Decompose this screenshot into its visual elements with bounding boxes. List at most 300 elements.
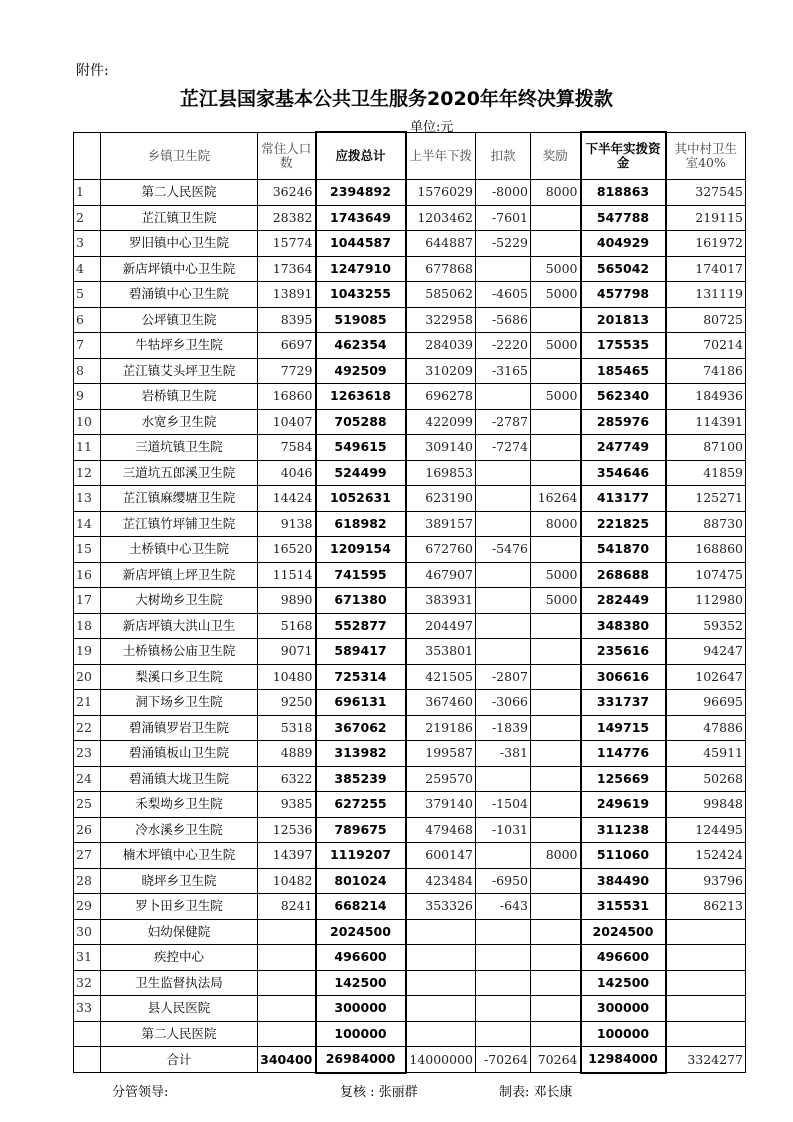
cell-second-half: 562340 [581, 384, 666, 410]
table-row [74, 205, 746, 231]
totals-row [74, 1047, 746, 1073]
cell-total: 552877 [316, 613, 406, 639]
cell-total: 1043255 [316, 282, 406, 308]
cell-population: 8395 [258, 307, 316, 333]
cell-population [258, 996, 316, 1022]
cell-name: 楠木坪镇中心卫生院 [101, 843, 258, 869]
table-row [74, 664, 746, 690]
cell-name: 新店坪镇大洪山卫生 [101, 613, 258, 639]
cell-village: 74186 [666, 358, 746, 384]
cell-name: 梨溪口乡卫生院 [101, 664, 258, 690]
cell-total: 385239 [316, 766, 406, 792]
cell-deduction [476, 460, 531, 486]
cell-no: 30 [74, 919, 101, 945]
cell-population: 16520 [258, 537, 316, 563]
cell-village: 94247 [666, 639, 746, 665]
cell-first-half: 677868 [406, 256, 476, 282]
totals-deduction: -70264 [476, 1047, 531, 1073]
cell-second-half: 404929 [581, 231, 666, 257]
cell-deduction: -2787 [476, 409, 531, 435]
cell-total: 367062 [316, 715, 406, 741]
cell-reward [531, 792, 581, 818]
cell-name: 碧涌镇罗岩卫生院 [101, 715, 258, 741]
table-row [74, 741, 746, 767]
table-row [74, 792, 746, 818]
table-row [74, 868, 746, 894]
cell-no: 10 [74, 409, 101, 435]
cell-deduction [476, 486, 531, 512]
cell-deduction: -7601 [476, 205, 531, 231]
table-row [74, 1021, 746, 1047]
cell-deduction: -1839 [476, 715, 531, 741]
cell-reward [531, 613, 581, 639]
cell-first-half [406, 996, 476, 1022]
cell-deduction: -5476 [476, 537, 531, 563]
cell-reward: 5000 [531, 562, 581, 588]
cell-total: 1209154 [316, 537, 406, 563]
cell-name: 晓坪乡卫生院 [101, 868, 258, 894]
cell-no: 12 [74, 460, 101, 486]
table-row [74, 843, 746, 869]
cell-no: 9 [74, 384, 101, 410]
cell-first-half [406, 919, 476, 945]
cell-total: 549615 [316, 435, 406, 461]
cell-name: 芷江镇艾头坪卫生院 [101, 358, 258, 384]
cell-second-half: 249619 [581, 792, 666, 818]
table-row [74, 435, 746, 461]
table-row [74, 970, 746, 996]
cell-village: 161972 [666, 231, 746, 257]
cell-village: 86213 [666, 894, 746, 920]
cell-reward [531, 817, 581, 843]
cell-second-half: 268688 [581, 562, 666, 588]
cell-reward [531, 307, 581, 333]
cell-reward [531, 664, 581, 690]
cell-second-half: 565042 [581, 256, 666, 282]
cell-deduction [476, 588, 531, 614]
cell-deduction: -5229 [476, 231, 531, 257]
cell-population: 13891 [258, 282, 316, 308]
table-row [74, 690, 746, 716]
cell-reward: 5000 [531, 588, 581, 614]
cell-name: 洞下场乡卫生院 [101, 690, 258, 716]
cell-population: 9138 [258, 511, 316, 537]
cell-reward [531, 945, 581, 971]
header-no [74, 132, 101, 180]
cell-reward: 5000 [531, 256, 581, 282]
cell-village [666, 919, 746, 945]
attachment-label: 附件: [76, 63, 109, 79]
cell-second-half: 142500 [581, 970, 666, 996]
cell-second-half: 354646 [581, 460, 666, 486]
cell-village: 168860 [666, 537, 746, 563]
cell-deduction [476, 919, 531, 945]
cell-village: 99848 [666, 792, 746, 818]
table-row [74, 358, 746, 384]
cell-no: 26 [74, 817, 101, 843]
cell-second-half: 300000 [581, 996, 666, 1022]
cell-first-half: 600147 [406, 843, 476, 869]
unit-label: 单位:元 [410, 120, 454, 135]
cell-first-half: 389157 [406, 511, 476, 537]
cell-first-half [406, 1021, 476, 1047]
cell-reward [531, 358, 581, 384]
table-row [74, 945, 746, 971]
cell-first-half: 367460 [406, 690, 476, 716]
cell-no: 6 [74, 307, 101, 333]
cell-total: 589417 [316, 639, 406, 665]
header-second-half: 下半年实拨资金 [581, 132, 666, 180]
cell-name: 第二人民医院 [101, 180, 258, 206]
cell-reward [531, 205, 581, 231]
cell-no: 11 [74, 435, 101, 461]
cell-population: 16860 [258, 384, 316, 410]
cell-second-half: 185465 [581, 358, 666, 384]
cell-reward [531, 1021, 581, 1047]
cell-population: 17364 [258, 256, 316, 282]
table-row [74, 231, 746, 257]
cell-no: 8 [74, 358, 101, 384]
cell-deduction [476, 613, 531, 639]
table-row [74, 715, 746, 741]
totals-second-half: 12984000 [581, 1047, 666, 1073]
cell-deduction: -2807 [476, 664, 531, 690]
cell-village: 80725 [666, 307, 746, 333]
totals-label: 合计 [101, 1047, 258, 1073]
cell-population: 8241 [258, 894, 316, 920]
cell-population: 6697 [258, 333, 316, 359]
cell-first-half: 1576029 [406, 180, 476, 206]
cell-second-half: 282449 [581, 588, 666, 614]
cell-deduction: -3066 [476, 690, 531, 716]
cell-second-half: 496600 [581, 945, 666, 971]
cell-no: 17 [74, 588, 101, 614]
cell-no: 5 [74, 282, 101, 308]
header-first-half: 上半年下拨 [406, 132, 476, 180]
cell-name: 县人民医院 [101, 996, 258, 1022]
cell-name: 岩桥镇卫生院 [101, 384, 258, 410]
header-row [74, 132, 746, 180]
cell-village: 70214 [666, 333, 746, 359]
cell-population: 10480 [258, 664, 316, 690]
cell-no: 16 [74, 562, 101, 588]
cell-second-half: 547788 [581, 205, 666, 231]
cell-first-half [406, 945, 476, 971]
cell-population [258, 970, 316, 996]
cell-village: 59352 [666, 613, 746, 639]
cell-total: 2024500 [316, 919, 406, 945]
cell-second-half: 541870 [581, 537, 666, 563]
cell-first-half: 422099 [406, 409, 476, 435]
cell-population: 7729 [258, 358, 316, 384]
cell-first-half: 467907 [406, 562, 476, 588]
cell-first-half: 322958 [406, 307, 476, 333]
cell-second-half: 413177 [581, 486, 666, 512]
cell-second-half: 175535 [581, 333, 666, 359]
cell-first-half: 259570 [406, 766, 476, 792]
cell-no: 21 [74, 690, 101, 716]
cell-reward [531, 741, 581, 767]
prepared-label: 制表: 邓长康 [499, 1085, 573, 1100]
cell-population: 9890 [258, 588, 316, 614]
cell-first-half: 383931 [406, 588, 476, 614]
cell-name: 三道坑镇卫生院 [101, 435, 258, 461]
table-row [74, 639, 746, 665]
table-row [74, 919, 746, 945]
cell-no: 28 [74, 868, 101, 894]
cell-reward: 8000 [531, 511, 581, 537]
cell-second-half: 348380 [581, 613, 666, 639]
cell-population: 12536 [258, 817, 316, 843]
cell-total: 1263618 [316, 384, 406, 410]
cell-reward [531, 970, 581, 996]
cell-name: 妇幼保健院 [101, 919, 258, 945]
cell-reward: 5000 [531, 333, 581, 359]
totals-village: 3324277 [666, 1047, 746, 1073]
header-deduction: 扣款 [476, 132, 531, 180]
cell-population: 10482 [258, 868, 316, 894]
cell-deduction: -1504 [476, 792, 531, 818]
cell-second-half: 818863 [581, 180, 666, 206]
cell-deduction [476, 996, 531, 1022]
cell-deduction: -8000 [476, 180, 531, 206]
cell-village [666, 970, 746, 996]
cell-village: 327545 [666, 180, 746, 206]
cell-population: 36246 [258, 180, 316, 206]
cell-deduction [476, 639, 531, 665]
cell-population: 28382 [258, 205, 316, 231]
header-name: 乡镇卫生院 [101, 132, 258, 180]
table-row [74, 537, 746, 563]
cell-second-half: 285976 [581, 409, 666, 435]
cell-total: 1247910 [316, 256, 406, 282]
cell-name: 牛牯坪乡卫生院 [101, 333, 258, 359]
cell-first-half: 310209 [406, 358, 476, 384]
cell-no: 1 [74, 180, 101, 206]
cell-name: 水宽乡卫生院 [101, 409, 258, 435]
table-row [74, 384, 746, 410]
cell-second-half: 235616 [581, 639, 666, 665]
cell-population: 6322 [258, 766, 316, 792]
cell-name: 大树坳乡卫生院 [101, 588, 258, 614]
cell-reward [531, 460, 581, 486]
cell-no: 22 [74, 715, 101, 741]
cell-total: 671380 [316, 588, 406, 614]
cell-total: 725314 [316, 664, 406, 690]
cell-village [666, 996, 746, 1022]
cell-no: 33 [74, 996, 101, 1022]
cell-reward [531, 894, 581, 920]
cell-population: 4046 [258, 460, 316, 486]
cell-total: 100000 [316, 1021, 406, 1047]
table-row [74, 613, 746, 639]
table-row [74, 486, 746, 512]
cell-second-half: 247749 [581, 435, 666, 461]
cell-name: 冷水溪乡卫生院 [101, 817, 258, 843]
cell-second-half: 306616 [581, 664, 666, 690]
cell-reward [531, 868, 581, 894]
cell-first-half: 353801 [406, 639, 476, 665]
cell-village: 124495 [666, 817, 746, 843]
cell-second-half: 125669 [581, 766, 666, 792]
table-row [74, 562, 746, 588]
cell-name: 碧涌镇中心卫生院 [101, 282, 258, 308]
cell-village: 87100 [666, 435, 746, 461]
header-population: 常住人口数 [258, 132, 316, 180]
table-row [74, 307, 746, 333]
totals-total: 26984000 [316, 1047, 406, 1073]
cell-reward [531, 919, 581, 945]
cell-village: 174017 [666, 256, 746, 282]
cell-village: 219115 [666, 205, 746, 231]
cell-second-half: 511060 [581, 843, 666, 869]
cell-first-half: 199587 [406, 741, 476, 767]
table-row [74, 333, 746, 359]
table-row [74, 282, 746, 308]
cell-deduction: -5686 [476, 307, 531, 333]
cell-name: 禾梨坳乡卫生院 [101, 792, 258, 818]
cell-name: 芷江镇竹坪铺卫生院 [101, 511, 258, 537]
cell-village [666, 945, 746, 971]
cell-name: 罗旧镇中心卫生院 [101, 231, 258, 257]
cell-reward: 8000 [531, 180, 581, 206]
cell-no: 20 [74, 664, 101, 690]
cell-total: 705288 [316, 409, 406, 435]
cell-village: 93796 [666, 868, 746, 894]
cell-village: 50268 [666, 766, 746, 792]
cell-total: 741595 [316, 562, 406, 588]
cell-second-half: 457798 [581, 282, 666, 308]
cell-total: 142500 [316, 970, 406, 996]
cell-deduction: -7274 [476, 435, 531, 461]
cell-population: 11514 [258, 562, 316, 588]
cell-village [666, 1021, 746, 1047]
cell-total: 496600 [316, 945, 406, 971]
cell-name: 新店坪镇中心卫生院 [101, 256, 258, 282]
review-label: 复核 : 张丽群 [340, 1085, 418, 1100]
cell-reward [531, 409, 581, 435]
cell-village: 102647 [666, 664, 746, 690]
cell-second-half: 331737 [581, 690, 666, 716]
cell-population [258, 945, 316, 971]
cell-first-half: 623190 [406, 486, 476, 512]
cell-total: 668214 [316, 894, 406, 920]
cell-second-half: 149715 [581, 715, 666, 741]
table-row [74, 511, 746, 537]
header-village: 其中村卫生室40% [666, 132, 746, 180]
cell-deduction [476, 562, 531, 588]
cell-population: 10407 [258, 409, 316, 435]
cell-village: 47886 [666, 715, 746, 741]
cell-total: 1743649 [316, 205, 406, 231]
totals-population: 340400 [258, 1047, 316, 1073]
leader-label: 分管领导: [112, 1085, 169, 1100]
cell-population: 14397 [258, 843, 316, 869]
cell-second-half: 315531 [581, 894, 666, 920]
cell-first-half: 423484 [406, 868, 476, 894]
cell-name: 芷江镇麻缨塘卫生院 [101, 486, 258, 512]
cell-no: 24 [74, 766, 101, 792]
cell-name: 三道坑五郎溪卫生院 [101, 460, 258, 486]
cell-first-half [406, 970, 476, 996]
header-reward: 奖励 [531, 132, 581, 180]
cell-population: 5168 [258, 613, 316, 639]
cell-village: 96695 [666, 690, 746, 716]
cell-deduction: -381 [476, 741, 531, 767]
cell-no: 29 [74, 894, 101, 920]
cell-no: 23 [74, 741, 101, 767]
table-row [74, 996, 746, 1022]
cell-population: 7584 [258, 435, 316, 461]
cell-no: 19 [74, 639, 101, 665]
cell-second-half: 201813 [581, 307, 666, 333]
cell-no: 2 [74, 205, 101, 231]
cell-reward [531, 435, 581, 461]
cell-deduction [476, 843, 531, 869]
cell-name: 卫生监督执法局 [101, 970, 258, 996]
cell-village: 131119 [666, 282, 746, 308]
cell-name: 公坪镇卫生院 [101, 307, 258, 333]
cell-reward: 8000 [531, 843, 581, 869]
cell-name: 芷江镇卫生院 [101, 205, 258, 231]
cell-second-half: 384490 [581, 868, 666, 894]
cell-reward [531, 639, 581, 665]
cell-name: 碧涌镇大垅卫生院 [101, 766, 258, 792]
cell-first-half: 696278 [406, 384, 476, 410]
cell-population: 15774 [258, 231, 316, 257]
cell-first-half: 421505 [406, 664, 476, 690]
cell-second-half: 221825 [581, 511, 666, 537]
cell-no: 3 [74, 231, 101, 257]
cell-total: 300000 [316, 996, 406, 1022]
cell-no: 27 [74, 843, 101, 869]
cell-second-half: 100000 [581, 1021, 666, 1047]
header-total: 应拨总计 [316, 132, 406, 180]
cell-deduction: -4605 [476, 282, 531, 308]
table-row [74, 588, 746, 614]
cell-name: 碧涌镇板山卫生院 [101, 741, 258, 767]
cell-reward [531, 715, 581, 741]
cell-total: 627255 [316, 792, 406, 818]
cell-first-half: 479468 [406, 817, 476, 843]
cell-first-half: 379140 [406, 792, 476, 818]
appropriation-table [73, 131, 746, 1074]
cell-deduction: -6950 [476, 868, 531, 894]
cell-deduction: -2220 [476, 333, 531, 359]
table-row [74, 409, 746, 435]
cell-deduction [476, 970, 531, 996]
cell-total: 801024 [316, 868, 406, 894]
cell-population: 9385 [258, 792, 316, 818]
cell-first-half: 672760 [406, 537, 476, 563]
cell-first-half: 204497 [406, 613, 476, 639]
cell-village: 152424 [666, 843, 746, 869]
cell-deduction [476, 256, 531, 282]
cell-name: 罗卜田乡卫生院 [101, 894, 258, 920]
cell-no: 7 [74, 333, 101, 359]
table-row [74, 894, 746, 920]
cell-population: 9071 [258, 639, 316, 665]
cell-village: 125271 [666, 486, 746, 512]
cell-total: 618982 [316, 511, 406, 537]
cell-reward [531, 766, 581, 792]
cell-total: 492509 [316, 358, 406, 384]
cell-total: 1052631 [316, 486, 406, 512]
cell-total: 696131 [316, 690, 406, 716]
cell-deduction: -643 [476, 894, 531, 920]
totals-reward: 70264 [531, 1047, 581, 1073]
cell-no: 32 [74, 970, 101, 996]
